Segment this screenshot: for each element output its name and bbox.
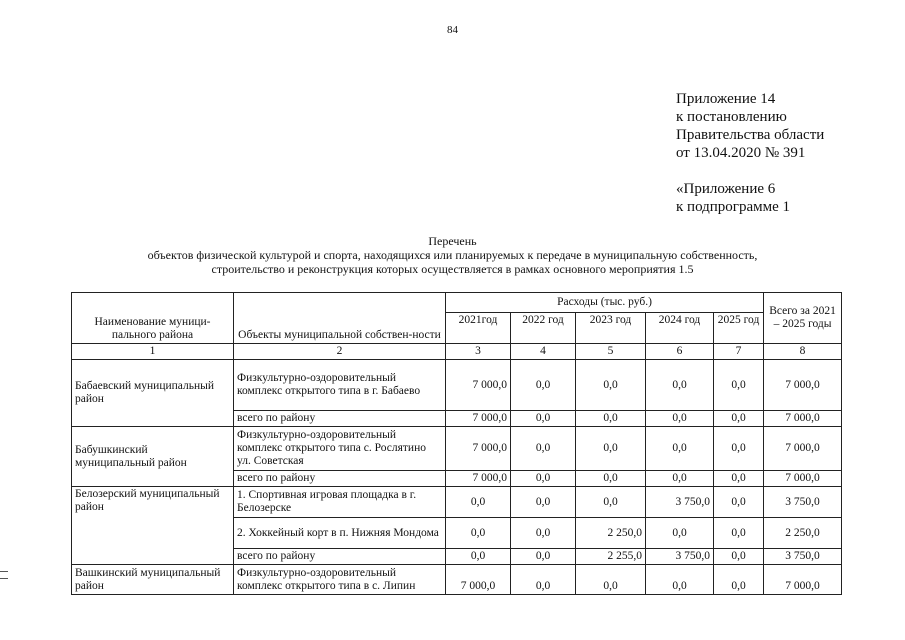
total-value: 3 750,0 [646, 549, 714, 565]
total-value: 7 000,0 [764, 411, 842, 427]
total-value: 0,0 [646, 411, 714, 427]
district-name: Белозерский муниципальный район [72, 487, 234, 565]
appendix-line: Правительства области [676, 127, 825, 143]
title-line-1: Перечень [428, 234, 477, 248]
value-cell: 0,0 [511, 360, 576, 411]
total-value: 3 750,0 [764, 549, 842, 565]
total-value: 0,0 [714, 549, 764, 565]
value-cell: 0,0 [646, 360, 714, 411]
value-cell: 7 000,0 [764, 565, 842, 595]
value-cell: 7 000,0 [446, 360, 511, 411]
value-cell: 0,0 [511, 427, 576, 471]
header-year: 2021год [446, 313, 511, 344]
header-year: 2024 год [646, 313, 714, 344]
value-cell: 3 750,0 [646, 487, 714, 518]
total-value: 0,0 [511, 471, 576, 487]
table-row [72, 360, 842, 411]
header-year: 2022 год [511, 313, 576, 344]
value-cell: 0,0 [511, 487, 576, 518]
value-cell: 0,0 [446, 518, 511, 549]
total-label: всего по району [234, 549, 446, 565]
document-title [0, 234, 905, 276]
appendix-line: от 13.04.2020 № 391 [676, 145, 806, 161]
header-expenses: Расходы (тыс. руб.) [446, 293, 764, 313]
column-number-row [72, 344, 842, 360]
district-name: Бабаевский муниципальный район [72, 360, 234, 427]
total-value: 0,0 [714, 411, 764, 427]
column-number: 1 [72, 344, 234, 360]
header-year: 2023 год [576, 313, 646, 344]
column-number: 7 [714, 344, 764, 360]
value-cell: 0,0 [646, 518, 714, 549]
total-value: 0,0 [511, 549, 576, 565]
value-cell: 0,0 [714, 487, 764, 518]
subprogram-line: «Приложение 6 [676, 181, 776, 197]
total-value: 7 000,0 [446, 471, 511, 487]
title-line-3: строительство и реконструкция которых осуществляется в рамках основного мероприятия 1.5 [211, 262, 694, 276]
value-cell: 3 750,0 [764, 487, 842, 518]
value-cell: 0,0 [576, 487, 646, 518]
scan-mark [0, 571, 8, 572]
facilities-table [71, 292, 842, 595]
total-value: 0,0 [576, 411, 646, 427]
value-cell: 0,0 [646, 565, 714, 595]
column-number: 3 [446, 344, 511, 360]
object-name: Физкультурно-оздоровительный комплекс открытого типа в г. Бабаево [234, 360, 446, 411]
value-cell: 0,0 [511, 518, 576, 549]
value-cell: 0,0 [446, 487, 511, 518]
title-line-2: объектов физической культурой и спорта, находящихся или планируемых к передаче в муниципальную собственность, [147, 248, 758, 262]
table-row [72, 487, 842, 518]
value-cell: 0,0 [646, 427, 714, 471]
value-cell: 7 000,0 [446, 427, 511, 471]
header-row [72, 293, 842, 313]
value-cell: 0,0 [576, 427, 646, 471]
total-value: 0,0 [576, 471, 646, 487]
scan-mark [0, 578, 8, 579]
object-name: 1. Спортивная игровая площадка в г. Белозерске [234, 487, 446, 518]
column-number: 6 [646, 344, 714, 360]
page-number: 84 [447, 24, 458, 36]
object-name: Физкультурно-оздоровительный комплекс открытого типа с. Рослятино ул. Советская [234, 427, 446, 471]
header-district: Наименование муници-пального района [72, 293, 234, 344]
appendix-gap [676, 162, 824, 180]
header-year: 2025 год [714, 313, 764, 344]
district-name: Вашкинский муниципальный район [72, 565, 234, 595]
value-cell: 0,0 [714, 427, 764, 471]
total-label: всего по району [234, 411, 446, 427]
column-number: 5 [576, 344, 646, 360]
value-cell: 2 250,0 [576, 518, 646, 549]
value-cell: 0,0 [714, 360, 764, 411]
table-row [72, 565, 842, 595]
total-value: 7 000,0 [764, 471, 842, 487]
value-cell: 7 000,0 [764, 360, 842, 411]
subprogram-line: к подпрограмме 1 [676, 199, 790, 215]
value-cell: 0,0 [714, 565, 764, 595]
value-cell: 2 250,0 [764, 518, 842, 549]
total-value: 0,0 [446, 549, 511, 565]
value-cell: 7 000,0 [764, 427, 842, 471]
column-number: 4 [511, 344, 576, 360]
header-total: Всего за 2021 – 2025 годы [764, 293, 842, 344]
appendix-line: к постановлению [676, 109, 787, 125]
total-label: всего по району [234, 471, 446, 487]
value-cell: 0,0 [511, 565, 576, 595]
appendix-line: Приложение 14 [676, 91, 776, 107]
total-value: 2 255,0 [576, 549, 646, 565]
total-value: 0,0 [714, 471, 764, 487]
appendix-header [676, 90, 824, 216]
column-number: 2 [234, 344, 446, 360]
object-name: Физкультурно-оздоровительный комплекс открытого типа в с. Липин [234, 565, 446, 595]
total-value: 0,0 [511, 411, 576, 427]
total-value: 0,0 [646, 471, 714, 487]
total-value: 7 000,0 [446, 411, 511, 427]
value-cell: 0,0 [576, 565, 646, 595]
value-cell: 0,0 [576, 360, 646, 411]
object-name: 2. Хоккейный корт в п. Нижняя Мондома [234, 518, 446, 549]
column-number: 8 [764, 344, 842, 360]
header-objects: Объекты муниципальной собствен-ности [234, 293, 446, 344]
table-row [72, 427, 842, 471]
value-cell: 7 000,0 [446, 565, 511, 595]
value-cell: 0,0 [714, 518, 764, 549]
district-name: Бабушкинский муниципальный район [72, 427, 234, 487]
